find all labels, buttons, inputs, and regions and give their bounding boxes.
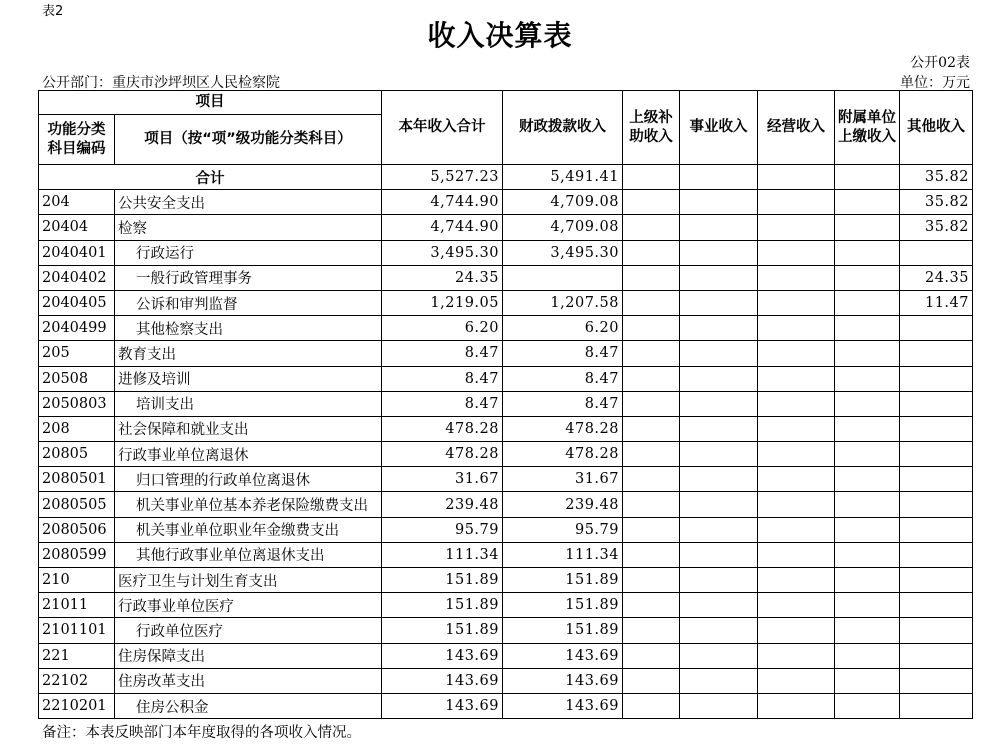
table-row: [39, 568, 973, 593]
header-affiliated: 附属单位上缴收入: [835, 91, 900, 165]
row-code: 2040499: [39, 316, 115, 341]
row-business: [680, 341, 758, 366]
row-fiscal: [503, 265, 623, 290]
table-row: [39, 290, 973, 315]
row-affiliated: [835, 593, 900, 618]
department-label: 公开部门：重庆市沙坪坝区人民检察院: [42, 75, 280, 91]
row-operating: [758, 366, 835, 391]
row-code: 2080599: [39, 542, 115, 567]
row-total-income: 478.28: [382, 416, 503, 441]
row-total-income: 6.20: [382, 316, 503, 341]
row-name-text: 一般行政管理事务: [136, 271, 252, 288]
row-operating: [758, 190, 835, 215]
total-label: 合计: [39, 165, 382, 190]
row-name-text: 培训支出: [136, 397, 194, 414]
row-fiscal: 8.47: [503, 391, 623, 416]
row-total-income: 143.69: [382, 668, 503, 693]
row-total-income: 4,744.90: [382, 190, 503, 215]
row-affiliated: [835, 492, 900, 517]
row-code: 204: [39, 190, 115, 215]
row-business: [680, 693, 758, 718]
row-name-text: 归口管理的行政单位离退休: [136, 472, 310, 489]
row-other: [900, 467, 973, 492]
row-affiliated: [835, 265, 900, 290]
row-code: 210: [39, 568, 115, 593]
row-name: 教育支出: [115, 341, 382, 366]
row-fiscal: 239.48: [503, 492, 623, 517]
row-superior: [623, 265, 680, 290]
row-name: 社会保障和就业支出: [115, 416, 382, 441]
row-other: [900, 668, 973, 693]
row-code: 22102: [39, 668, 115, 693]
table-row: [39, 492, 973, 517]
row-business: [680, 643, 758, 668]
row-name: [115, 517, 382, 542]
header-fiscal: 财政拨款收入: [503, 91, 623, 165]
row-affiliated: [835, 517, 900, 542]
row-business: [680, 492, 758, 517]
row-code: 2080501: [39, 467, 115, 492]
row-business: [680, 416, 758, 441]
row-affiliated: [835, 668, 900, 693]
header-operating: 经营收入: [758, 91, 835, 165]
row-superior: [623, 366, 680, 391]
row-name: [115, 265, 382, 290]
row-operating: [758, 240, 835, 265]
row-business: [680, 593, 758, 618]
row-other: [900, 568, 973, 593]
row-fiscal: 111.34: [503, 542, 623, 567]
row-fiscal: 4,709.08: [503, 215, 623, 240]
row-superior: [623, 467, 680, 492]
row-total-income: 3,495.30: [382, 240, 503, 265]
row-name-text: 行政运行: [136, 246, 194, 263]
row-superior: [623, 492, 680, 517]
row-total-income: 143.69: [382, 643, 503, 668]
row-affiliated: [835, 442, 900, 467]
row-name: 进修及培训: [115, 366, 382, 391]
row-business: [680, 366, 758, 391]
row-name: 住房保障支出: [115, 643, 382, 668]
row-superior: [623, 618, 680, 643]
table-tag: 表2: [42, 4, 64, 19]
row-superior: [623, 442, 680, 467]
row-operating: [758, 492, 835, 517]
row-other: [900, 416, 973, 441]
row-total-income: 1,219.05: [382, 290, 503, 315]
row-code: 2080506: [39, 517, 115, 542]
row-name: 医疗卫生与计划生育支出: [115, 568, 382, 593]
total-row: [39, 165, 973, 190]
row-business: [680, 316, 758, 341]
header-code: 功能分类科目编码: [39, 115, 115, 165]
row-total-income: 151.89: [382, 568, 503, 593]
row-fiscal: 478.28: [503, 416, 623, 441]
row-operating: [758, 593, 835, 618]
row-operating: [758, 517, 835, 542]
row-fiscal: 151.89: [503, 593, 623, 618]
row-other: [900, 442, 973, 467]
table-row: [39, 215, 973, 240]
row-total-income: 24.35: [382, 265, 503, 290]
total-income-value: 5,527.23: [382, 165, 503, 190]
row-code: 20508: [39, 366, 115, 391]
row-name: 检察: [115, 215, 382, 240]
total-other-value: 35.82: [900, 165, 973, 190]
row-other: [900, 240, 973, 265]
row-code: 21011: [39, 593, 115, 618]
row-other: [900, 693, 973, 718]
row-business: [680, 467, 758, 492]
row-other: 35.82: [900, 215, 973, 240]
row-fiscal: 143.69: [503, 668, 623, 693]
row-other: [900, 492, 973, 517]
row-fiscal: 8.47: [503, 366, 623, 391]
table-row: [39, 693, 973, 718]
row-name: 住房改革支出: [115, 668, 382, 693]
row-affiliated: [835, 416, 900, 441]
row-name: [115, 391, 382, 416]
unit-label: 单位：万元: [900, 75, 970, 91]
row-business: [680, 618, 758, 643]
row-business: [680, 190, 758, 215]
row-operating: [758, 391, 835, 416]
row-fiscal: 151.89: [503, 618, 623, 643]
row-total-income: 143.69: [382, 693, 503, 718]
row-total-income: 8.47: [382, 366, 503, 391]
row-total-income: 151.89: [382, 593, 503, 618]
row-fiscal: 6.20: [503, 316, 623, 341]
row-affiliated: [835, 467, 900, 492]
table-row: [39, 341, 973, 366]
row-total-income: 8.47: [382, 391, 503, 416]
row-name: [115, 492, 382, 517]
row-name: [115, 290, 382, 315]
header-business: 事业收入: [680, 91, 758, 165]
row-name-text: 住房公积金: [136, 699, 209, 716]
row-other: [900, 517, 973, 542]
row-operating: [758, 416, 835, 441]
row-name: [115, 240, 382, 265]
row-operating: [758, 290, 835, 315]
row-superior: [623, 290, 680, 315]
row-superior: [623, 190, 680, 215]
row-business: [680, 215, 758, 240]
row-operating: [758, 618, 835, 643]
table-row: [39, 240, 973, 265]
row-fiscal: 4,709.08: [503, 190, 623, 215]
row-fiscal: 143.69: [503, 693, 623, 718]
header-total-income: 本年收入合计: [382, 91, 503, 165]
row-name: 行政事业单位医疗: [115, 593, 382, 618]
row-other: [900, 542, 973, 567]
row-operating: [758, 568, 835, 593]
row-code: 20805: [39, 442, 115, 467]
form-number: 公开02表: [910, 55, 970, 71]
row-affiliated: [835, 190, 900, 215]
row-name: [115, 316, 382, 341]
row-affiliated: [835, 618, 900, 643]
table-row: [39, 517, 973, 542]
row-affiliated: [835, 290, 900, 315]
row-name: 行政事业单位离退休: [115, 442, 382, 467]
row-name: [115, 693, 382, 718]
row-superior: [623, 416, 680, 441]
row-superior: [623, 316, 680, 341]
row-total-income: 31.67: [382, 467, 503, 492]
row-name-text: 其他行政事业单位离退休支出: [136, 548, 325, 565]
row-total-income: 95.79: [382, 517, 503, 542]
row-business: [680, 517, 758, 542]
row-superior: [623, 643, 680, 668]
row-superior: [623, 391, 680, 416]
row-code: 2040402: [39, 265, 115, 290]
header-other: 其他收入: [900, 91, 973, 165]
row-operating: [758, 693, 835, 718]
row-operating: [758, 442, 835, 467]
footnote: 备注：本表反映部门本年度取得的各项收入情况。: [42, 725, 361, 741]
row-total-income: 151.89: [382, 618, 503, 643]
row-other: [900, 391, 973, 416]
row-affiliated: [835, 693, 900, 718]
row-other: [900, 593, 973, 618]
row-operating: [758, 215, 835, 240]
row-business: [680, 542, 758, 567]
row-name-text: 其他检察支出: [136, 321, 223, 338]
row-superior: [623, 593, 680, 618]
row-code: 2210201: [39, 693, 115, 718]
row-operating: [758, 643, 835, 668]
row-fiscal: 1,207.58: [503, 290, 623, 315]
row-business: [680, 240, 758, 265]
row-code: 208: [39, 416, 115, 441]
row-superior: [623, 668, 680, 693]
row-affiliated: [835, 391, 900, 416]
row-operating: [758, 542, 835, 567]
row-fiscal: 3,495.30: [503, 240, 623, 265]
total-business-value: [680, 165, 758, 190]
row-affiliated: [835, 366, 900, 391]
row-affiliated: [835, 341, 900, 366]
row-operating: [758, 265, 835, 290]
table-row: [39, 542, 973, 567]
row-business: [680, 568, 758, 593]
page-title: 收入决算表: [427, 19, 573, 52]
table-row: [39, 643, 973, 668]
row-other: 11.47: [900, 290, 973, 315]
row-affiliated: [835, 568, 900, 593]
row-other: [900, 643, 973, 668]
row-fiscal: 151.89: [503, 568, 623, 593]
header-item-group: 项目: [39, 91, 382, 115]
row-code: 2040405: [39, 290, 115, 315]
row-affiliated: [835, 240, 900, 265]
total-operating-value: [758, 165, 835, 190]
row-superior: [623, 542, 680, 567]
row-business: [680, 265, 758, 290]
row-other: 35.82: [900, 190, 973, 215]
row-other: [900, 316, 973, 341]
row-superior: [623, 215, 680, 240]
row-business: [680, 442, 758, 467]
row-fiscal: 8.47: [503, 341, 623, 366]
row-business: [680, 668, 758, 693]
row-code: 20404: [39, 215, 115, 240]
header-superior: 上级补助收入: [623, 91, 680, 165]
table-row: [39, 391, 973, 416]
row-total-income: 4,744.90: [382, 215, 503, 240]
row-operating: [758, 467, 835, 492]
row-affiliated: [835, 316, 900, 341]
row-affiliated: [835, 643, 900, 668]
row-superior: [623, 240, 680, 265]
row-affiliated: [835, 215, 900, 240]
row-operating: [758, 341, 835, 366]
row-total-income: 111.34: [382, 542, 503, 567]
row-total-income: 8.47: [382, 341, 503, 366]
row-name-text: 公诉和审判监督: [136, 296, 238, 313]
row-fiscal: 143.69: [503, 643, 623, 668]
row-operating: [758, 316, 835, 341]
total-affiliated-value: [835, 165, 900, 190]
header-name: 项目（按“项”级功能分类科目）: [115, 115, 382, 165]
row-fiscal: 95.79: [503, 517, 623, 542]
row-fiscal: 478.28: [503, 442, 623, 467]
row-other: [900, 618, 973, 643]
row-fiscal: 31.67: [503, 467, 623, 492]
row-code: 205: [39, 341, 115, 366]
table-row: [39, 467, 973, 492]
row-business: [680, 391, 758, 416]
row-name: [115, 618, 382, 643]
row-other: [900, 366, 973, 391]
total-superior-value: [623, 165, 680, 190]
row-superior: [623, 517, 680, 542]
row-total-income: 239.48: [382, 492, 503, 517]
row-operating: [758, 668, 835, 693]
table-row: [39, 265, 973, 290]
row-name-text: 机关事业单位基本养老保险缴费支出: [136, 498, 368, 515]
total-fiscal-value: 5,491.41: [503, 165, 623, 190]
table-row: [39, 366, 973, 391]
table-row: [39, 618, 973, 643]
row-code: 2101101: [39, 618, 115, 643]
row-superior: [623, 693, 680, 718]
table-row: [39, 442, 973, 467]
table-row: [39, 593, 973, 618]
table-row: [39, 668, 973, 693]
row-name: 公共安全支出: [115, 190, 382, 215]
row-name-text: 机关事业单位职业年金缴费支出: [136, 523, 339, 540]
income-table: [38, 90, 973, 719]
row-other: 24.35: [900, 265, 973, 290]
row-code: 2050803: [39, 391, 115, 416]
table-row: [39, 190, 973, 215]
table-row: [39, 416, 973, 441]
row-name: [115, 467, 382, 492]
row-code: 2040401: [39, 240, 115, 265]
row-affiliated: [835, 542, 900, 567]
row-other: [900, 341, 973, 366]
row-business: [680, 290, 758, 315]
row-total-income: 478.28: [382, 442, 503, 467]
row-superior: [623, 568, 680, 593]
table-row: [39, 316, 973, 341]
row-name-text: 行政单位医疗: [136, 623, 223, 640]
row-name: [115, 542, 382, 567]
row-code: 221: [39, 643, 115, 668]
row-code: 2080505: [39, 492, 115, 517]
row-superior: [623, 341, 680, 366]
